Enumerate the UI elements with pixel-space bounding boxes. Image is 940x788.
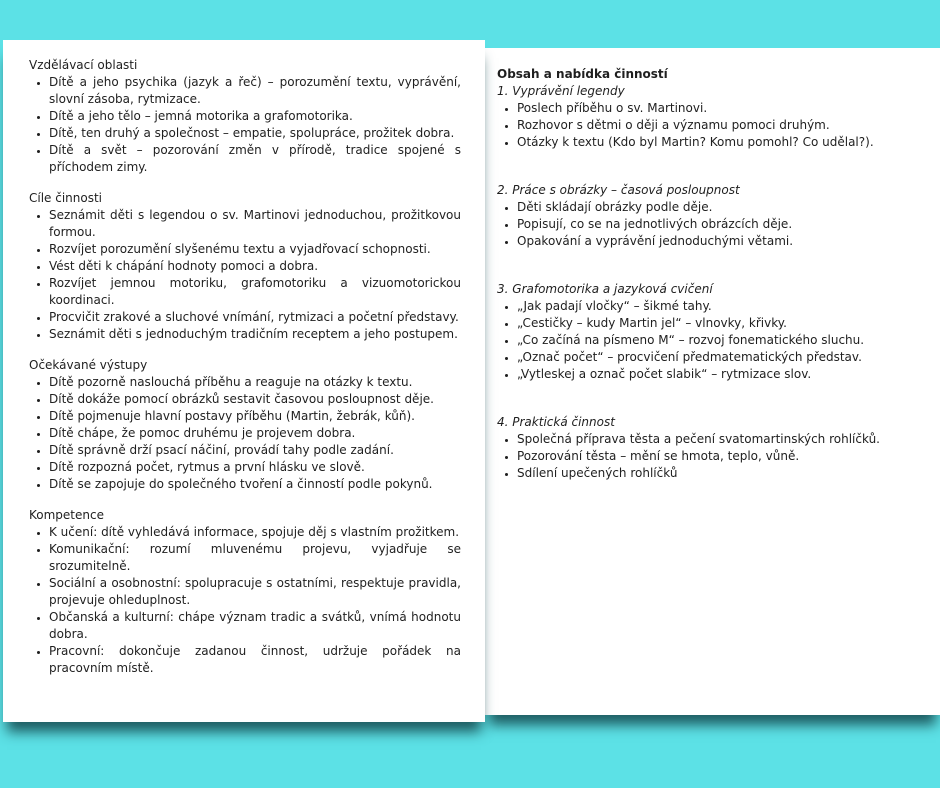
list-item: • Vést děti k chápání hodnoty pomoci a dobra. — [49, 258, 461, 275]
list-item: • Pozorování těsta – mění se hmota, teplo, vůně. — [517, 448, 917, 465]
group-title: 2. Práce s obrázky – časová posloupnost — [497, 183, 740, 197]
right-document-page — [485, 48, 940, 715]
group-title: 1. Vyprávění legendy — [497, 84, 625, 98]
list-item: • „Cestičky – kudy Martin jel“ – vlnovky, křivky. — [517, 315, 917, 332]
list-item: • Poslech příběhu o sv. Martinovi. — [517, 100, 917, 117]
bullet-list — [29, 374, 461, 493]
list-item: • Společná příprava těsta a pečení svatomartinských rohlíčků. — [517, 431, 917, 448]
list-item: • Dítě a jeho psychika (jazyk a řeč) – porozumění textu, vyprávění, slovní zásoba, rytmizace. — [49, 74, 461, 108]
list-item: • Opakování a vyprávění jednoduchými větami. — [517, 233, 917, 250]
section-activity-goals — [29, 190, 461, 343]
section-competences — [29, 507, 461, 677]
right-page-content — [497, 66, 917, 513]
list-item: • Dítě se zapojuje do společného tvoření a činností podle pokynů. — [49, 476, 461, 493]
group-title: 3. Grafomotorika a jazyková cvičení — [497, 282, 713, 296]
list-item: • Rozvíjet jemnou motoriku, grafomotoriku a vizuomotorickou koordinaci. — [49, 275, 461, 309]
bullet-list — [497, 431, 917, 482]
list-item: • K učení: dítě vyhledává informace, spojuje děj s vlastním prožitkem. — [49, 524, 461, 541]
bullet-list — [497, 199, 917, 250]
list-item: • Dítě a jeho tělo – jemná motorika a grafomotorika. — [49, 108, 461, 125]
list-item: • Dítě chápe, že pomoc druhému je projevem dobra. — [49, 425, 461, 442]
activity-group-graphomotor — [497, 281, 917, 383]
section-title: Cíle činnosti — [29, 191, 103, 205]
activity-group-legend — [497, 83, 917, 151]
page-title: Obsah a nabídka činností — [497, 67, 668, 81]
list-item: • Popisují, co se na jednotlivých obrázcích děje. — [517, 216, 917, 233]
list-item: • Dítě správně drží psací náčiní, provádí tahy podle zadání. — [49, 442, 461, 459]
list-item: • „Vytleskej a označ počet slabik“ – rytmizace slov. — [517, 366, 917, 383]
list-item: • Dítě pozorně naslouchá příběhu a reaguje na otázky k textu. — [49, 374, 461, 391]
list-item: • Otázky k textu (Kdo byl Martin? Komu pomohl? Co udělal?). — [517, 134, 917, 151]
list-item: • Seznámit děti s legendou o sv. Martinovi jednoduchou, prožitkovou formou. — [49, 207, 461, 241]
list-item: • „Jak padají vločky“ – šikmé tahy. — [517, 298, 917, 315]
list-item: • Komunikační: rozumí mluvenému projevu, vyjadřuje se srozumitelně. — [49, 541, 461, 575]
list-item: • Dítě a svět – pozorování změn v přírodě, tradice spojené s příchodem zimy. — [49, 142, 461, 176]
list-item: • Sdílení upečených rohlíčků — [517, 465, 917, 482]
bullet-list — [497, 298, 917, 383]
list-item: • Děti skládají obrázky podle děje. — [517, 199, 917, 216]
list-item: • „Označ počet“ – procvičení předmatematických představ. — [517, 349, 917, 366]
activity-group-pictures — [497, 182, 917, 250]
bullet-list — [29, 74, 461, 176]
list-item: • Procvičit zrakové a sluchové vnímání, rytmizaci a početní představy. — [49, 309, 461, 326]
section-expected-outcomes — [29, 357, 461, 493]
section-title: Vzdělávací oblasti — [29, 58, 138, 72]
section-title: Kompetence — [29, 508, 104, 522]
list-item: • Dítě rozpozná počet, rytmus a první hlásku ve slově. — [49, 459, 461, 476]
group-title: 4. Praktická činnost — [497, 415, 615, 429]
list-item: • Sociální a osobnostní: spolupracuje s ostatními, respektuje pravidla, projevuje ohleduplnost. — [49, 575, 461, 609]
section-educational-areas — [29, 57, 461, 176]
list-item: • Pracovní: dokončuje zadanou činnost, udržuje pořádek na pracovním místě. — [49, 643, 461, 677]
bullet-list — [497, 100, 917, 151]
left-page-content — [29, 57, 461, 691]
section-title: Očekávané výstupy — [29, 358, 148, 372]
left-document-page — [3, 40, 485, 722]
bullet-list — [29, 524, 461, 677]
list-item: • Rozvíjet porozumění slyšenému textu a vyjadřovací schopnosti. — [49, 241, 461, 258]
list-item: • Seznámit děti s jednoduchým tradičním receptem a jeho postupem. — [49, 326, 461, 343]
list-item: • Dítě pojmenuje hlavní postavy příběhu (Martin, žebrák, kůň). — [49, 408, 461, 425]
list-item: • Občanská a kulturní: chápe význam tradic a svátků, vnímá hodnotu dobra. — [49, 609, 461, 643]
activity-group-practical — [497, 414, 917, 482]
list-item: • Rozhovor s dětmi o ději a významu pomoci druhým. — [517, 117, 917, 134]
list-item: • Dítě, ten druhý a společnost – empatie, spolupráce, prožitek dobra. — [49, 125, 461, 142]
bullet-list — [29, 207, 461, 343]
list-item: • „Co začíná na písmeno M“ – rozvoj fonematického sluchu. — [517, 332, 917, 349]
list-item: • Dítě dokáže pomocí obrázků sestavit časovou posloupnost děje. — [49, 391, 461, 408]
